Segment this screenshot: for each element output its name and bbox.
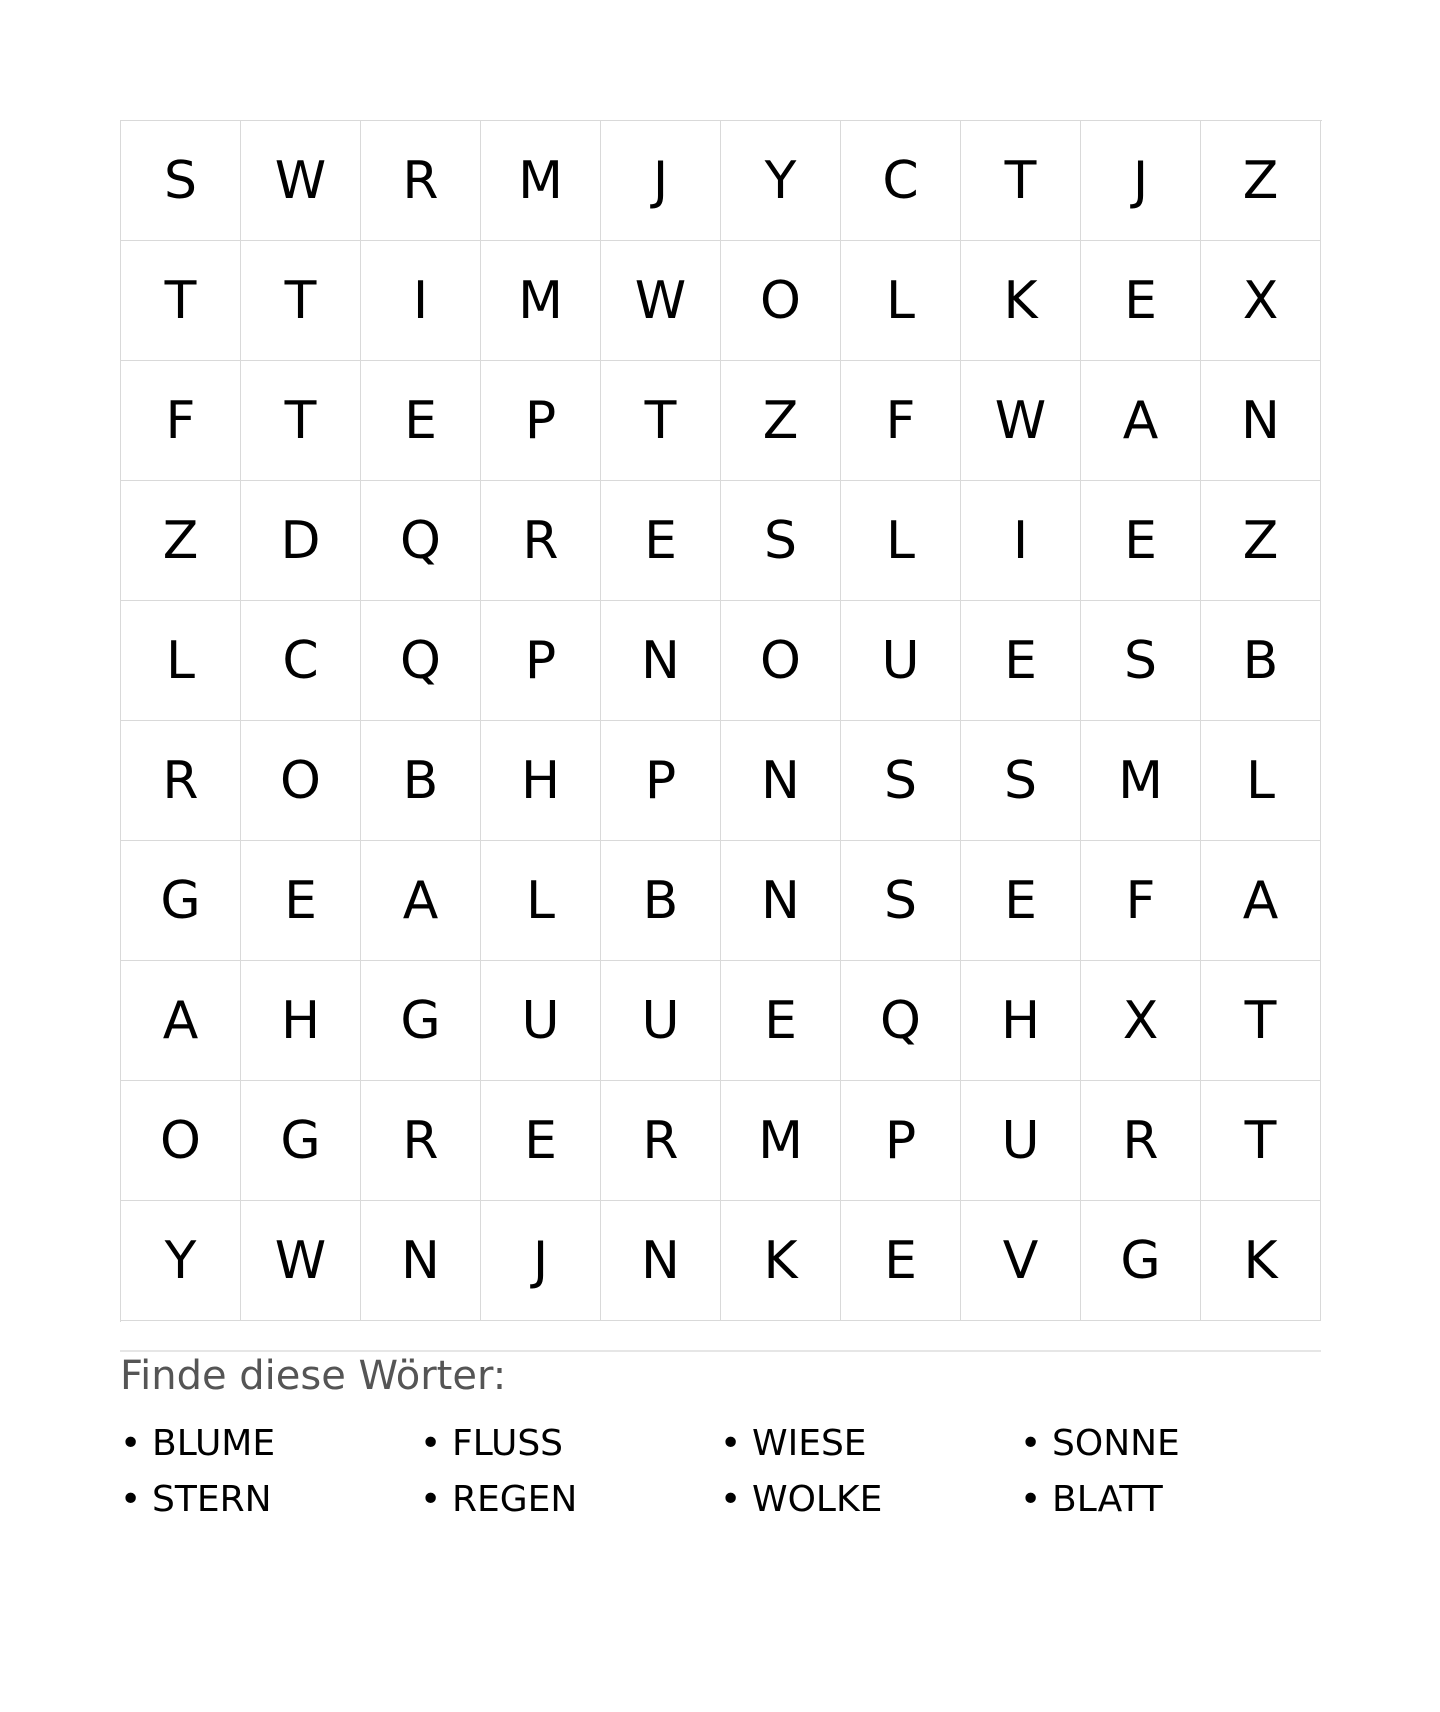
grid-cell[interactable]: B xyxy=(361,721,481,841)
grid-cell[interactable]: D xyxy=(241,481,361,601)
word-list-heading: Finde diese Wörter: xyxy=(120,1353,507,1399)
grid-cell[interactable]: T xyxy=(601,361,721,481)
grid-cell[interactable]: R xyxy=(1081,1081,1201,1201)
word-list-item xyxy=(120,1472,420,1528)
grid-cell[interactable]: E xyxy=(601,481,721,601)
grid-cell[interactable]: P xyxy=(481,601,601,721)
word-list-item xyxy=(720,1416,1020,1472)
grid-cell[interactable]: M xyxy=(721,1081,841,1201)
grid-cell[interactable]: R xyxy=(481,481,601,601)
word-label: BLATT xyxy=(1052,1479,1163,1520)
grid-cell[interactable]: T xyxy=(241,361,361,481)
grid-cell[interactable]: L xyxy=(481,841,601,961)
grid-cell[interactable]: X xyxy=(1081,961,1201,1081)
grid-cell[interactable]: S xyxy=(961,721,1081,841)
grid-cell[interactable]: E xyxy=(961,841,1081,961)
grid-cell[interactable]: Z xyxy=(121,481,241,601)
grid-cell[interactable]: T xyxy=(241,241,361,361)
grid-cell[interactable]: M xyxy=(1081,721,1201,841)
grid-cell[interactable]: E xyxy=(721,961,841,1081)
grid-cell[interactable]: J xyxy=(481,1201,601,1321)
grid-cell[interactable]: E xyxy=(961,601,1081,721)
grid-cell[interactable]: A xyxy=(361,841,481,961)
grid-cell[interactable]: S xyxy=(841,721,961,841)
grid-cell[interactable]: H xyxy=(241,961,361,1081)
grid-cell[interactable]: Y xyxy=(121,1201,241,1321)
grid-cell[interactable]: C xyxy=(841,121,961,241)
grid-cell[interactable]: G xyxy=(121,841,241,961)
word-label: BLUME xyxy=(152,1423,276,1464)
grid-cell[interactable]: W xyxy=(961,361,1081,481)
grid-cell[interactable]: T xyxy=(121,241,241,361)
grid-cell[interactable]: N xyxy=(601,1201,721,1321)
grid-cell[interactable]: W xyxy=(241,1201,361,1321)
grid-cell[interactable]: G xyxy=(361,961,481,1081)
grid-cell[interactable]: Z xyxy=(1201,481,1321,601)
grid-cell[interactable]: O xyxy=(721,241,841,361)
grid-cell[interactable]: S xyxy=(841,841,961,961)
grid-cell[interactable]: S xyxy=(121,121,241,241)
grid-cell[interactable]: Y xyxy=(721,121,841,241)
grid-cell[interactable]: E xyxy=(361,361,481,481)
grid-cell[interactable]: A xyxy=(1201,841,1321,961)
grid-cell[interactable]: G xyxy=(241,1081,361,1201)
grid-cell[interactable]: E xyxy=(841,1201,961,1321)
grid-cell[interactable]: A xyxy=(121,961,241,1081)
word-list-item xyxy=(420,1472,720,1528)
grid-cell[interactable]: N xyxy=(1201,361,1321,481)
grid-cell[interactable]: F xyxy=(121,361,241,481)
word-label: WIESE xyxy=(752,1423,867,1464)
grid-cell[interactable]: R xyxy=(121,721,241,841)
word-list-item xyxy=(1020,1472,1320,1528)
grid-cell[interactable]: F xyxy=(1081,841,1201,961)
grid-cell[interactable]: I xyxy=(361,241,481,361)
grid-cell[interactable]: U xyxy=(601,961,721,1081)
grid-cell[interactable]: O xyxy=(121,1081,241,1201)
grid-cell[interactable]: C xyxy=(241,601,361,721)
grid-cell[interactable]: L xyxy=(1201,721,1321,841)
grid-cell[interactable]: L xyxy=(841,241,961,361)
grid-cell[interactable]: B xyxy=(601,841,721,961)
grid-cell[interactable]: U xyxy=(961,1081,1081,1201)
grid-cell[interactable]: A xyxy=(1081,361,1201,481)
grid-cell[interactable]: N xyxy=(601,601,721,721)
grid-cell[interactable]: Q xyxy=(361,601,481,721)
grid-cell[interactable]: P xyxy=(601,721,721,841)
grid-cell[interactable]: M xyxy=(481,121,601,241)
bullet-icon: • xyxy=(1020,1423,1042,1464)
grid-cell[interactable]: U xyxy=(481,961,601,1081)
grid-cell[interactable]: N xyxy=(361,1201,481,1321)
grid-cell[interactable]: Z xyxy=(721,361,841,481)
bullet-icon: • xyxy=(720,1479,742,1520)
grid-cell[interactable]: O xyxy=(241,721,361,841)
grid-cell[interactable]: W xyxy=(601,241,721,361)
grid-cell[interactable]: E xyxy=(241,841,361,961)
grid-cell[interactable]: X xyxy=(1201,241,1321,361)
bullet-icon: • xyxy=(720,1423,742,1464)
grid-cell[interactable]: P xyxy=(481,361,601,481)
word-label: WOLKE xyxy=(752,1479,883,1520)
grid-cell[interactable]: H xyxy=(481,721,601,841)
grid-cell[interactable]: T xyxy=(961,121,1081,241)
bullet-icon: • xyxy=(120,1479,142,1520)
word-label: FLUSS xyxy=(452,1423,564,1464)
grid-cell[interactable]: Q xyxy=(841,961,961,1081)
word-list xyxy=(120,1416,1320,1528)
grid-cell[interactable]: F xyxy=(841,361,961,481)
grid-cell[interactable]: Z xyxy=(1201,121,1321,241)
grid-cell[interactable]: R xyxy=(361,1081,481,1201)
word-label: SONNE xyxy=(1052,1423,1180,1464)
grid-cell[interactable]: Q xyxy=(361,481,481,601)
grid-cell[interactable]: U xyxy=(841,601,961,721)
grid-cell[interactable]: J xyxy=(1081,121,1201,241)
grid-cell[interactable]: E xyxy=(1081,481,1201,601)
grid-cell[interactable]: B xyxy=(1201,601,1321,721)
word-list-item xyxy=(120,1416,420,1472)
grid-cell[interactable]: E xyxy=(481,1081,601,1201)
grid-cell[interactable]: S xyxy=(1081,601,1201,721)
bullet-icon: • xyxy=(1020,1479,1042,1520)
grid-cell[interactable]: L xyxy=(121,601,241,721)
grid-cell[interactable]: K xyxy=(1201,1201,1321,1321)
grid-cell[interactable]: G xyxy=(1081,1201,1201,1321)
grid-cell[interactable]: S xyxy=(721,481,841,601)
word-search-grid xyxy=(120,120,1322,1322)
word-label: REGEN xyxy=(452,1479,578,1520)
word-list-item xyxy=(720,1472,1020,1528)
grid-cell[interactable]: M xyxy=(481,241,601,361)
grid-cell[interactable]: H xyxy=(961,961,1081,1081)
grid-cell[interactable]: R xyxy=(601,1081,721,1201)
bullet-icon: • xyxy=(420,1423,442,1464)
grid-cell[interactable]: J xyxy=(601,121,721,241)
grid-cell[interactable]: R xyxy=(361,121,481,241)
word-list-item xyxy=(420,1416,720,1472)
grid-cell[interactable]: V xyxy=(961,1201,1081,1321)
grid-cell[interactable]: L xyxy=(841,481,961,601)
grid-cell[interactable]: N xyxy=(721,841,841,961)
grid-cell[interactable]: W xyxy=(241,121,361,241)
word-list-item xyxy=(1020,1416,1320,1472)
grid-cell[interactable]: E xyxy=(1081,241,1201,361)
grid-cell[interactable]: K xyxy=(961,241,1081,361)
grid-cell[interactable]: N xyxy=(721,721,841,841)
grid-cell[interactable]: T xyxy=(1201,961,1321,1081)
bullet-icon: • xyxy=(120,1423,142,1464)
grid-cell[interactable]: I xyxy=(961,481,1081,601)
grid-cell[interactable]: P xyxy=(841,1081,961,1201)
grid-cell[interactable]: O xyxy=(721,601,841,721)
grid-cell[interactable]: K xyxy=(721,1201,841,1321)
bullet-icon: • xyxy=(420,1479,442,1520)
grid-cell[interactable]: T xyxy=(1201,1081,1321,1201)
word-label: STERN xyxy=(152,1479,272,1520)
